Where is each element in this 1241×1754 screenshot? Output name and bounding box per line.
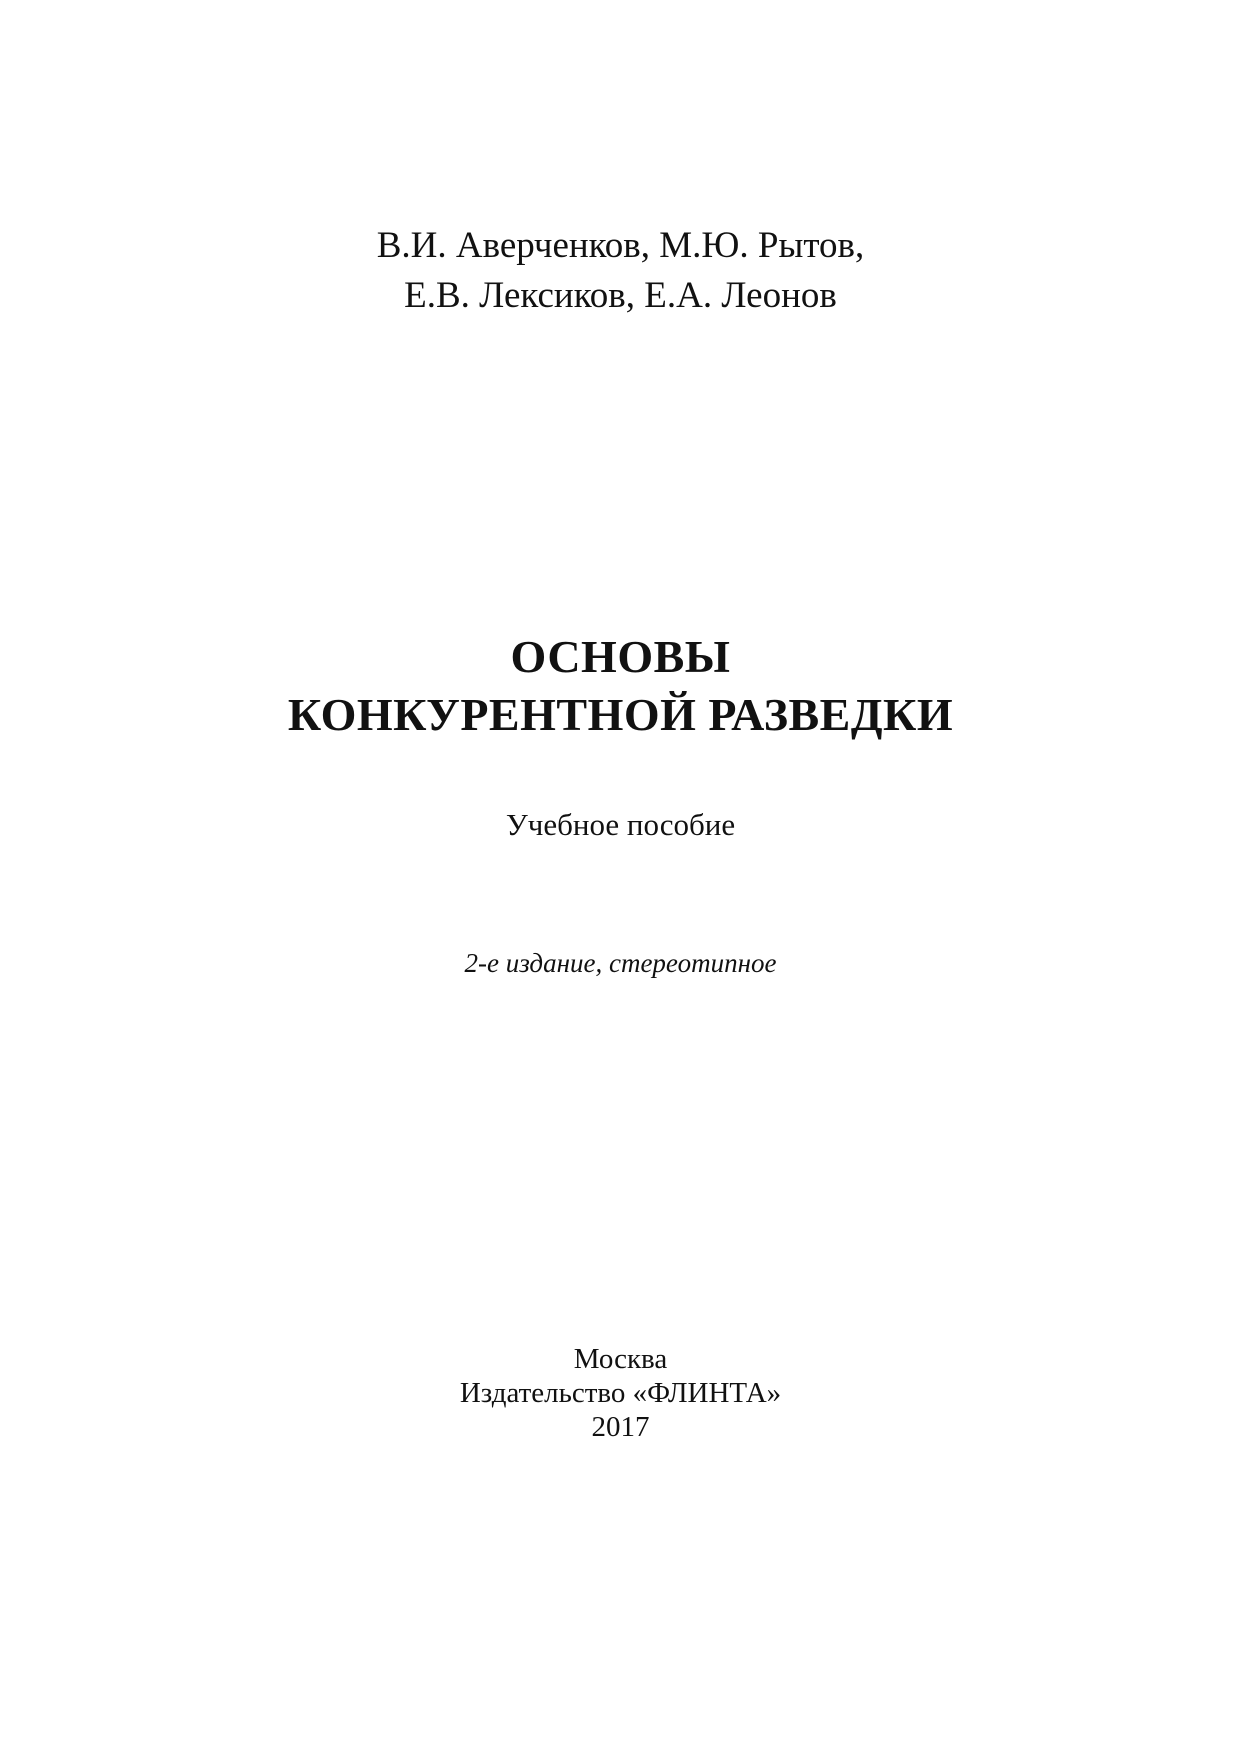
- book-title-line-1: ОСНОВЫ: [510, 631, 731, 682]
- authors-line-2: Е.В. Лексиков, Е.А. Леонов: [404, 275, 837, 316]
- imprint-publisher: Издательство «ФЛИНТА»: [459, 1377, 782, 1409]
- imprint-city: Москва: [573, 1343, 668, 1375]
- imprint-block: [0, 1342, 1241, 1444]
- book-title-line-2: КОНКУРЕНТНОЙ РАЗВЕДКИ: [287, 689, 954, 740]
- authors-block: [0, 221, 1241, 321]
- imprint-year: 2017: [591, 1411, 650, 1443]
- authors-line-1: В.И. Аверченков, М.Ю. Рытов,: [376, 225, 865, 266]
- edition-note: 2-е издание, стереотипное: [464, 948, 777, 978]
- book-type: Учебное пособие: [505, 807, 736, 842]
- book-title: [0, 628, 1241, 744]
